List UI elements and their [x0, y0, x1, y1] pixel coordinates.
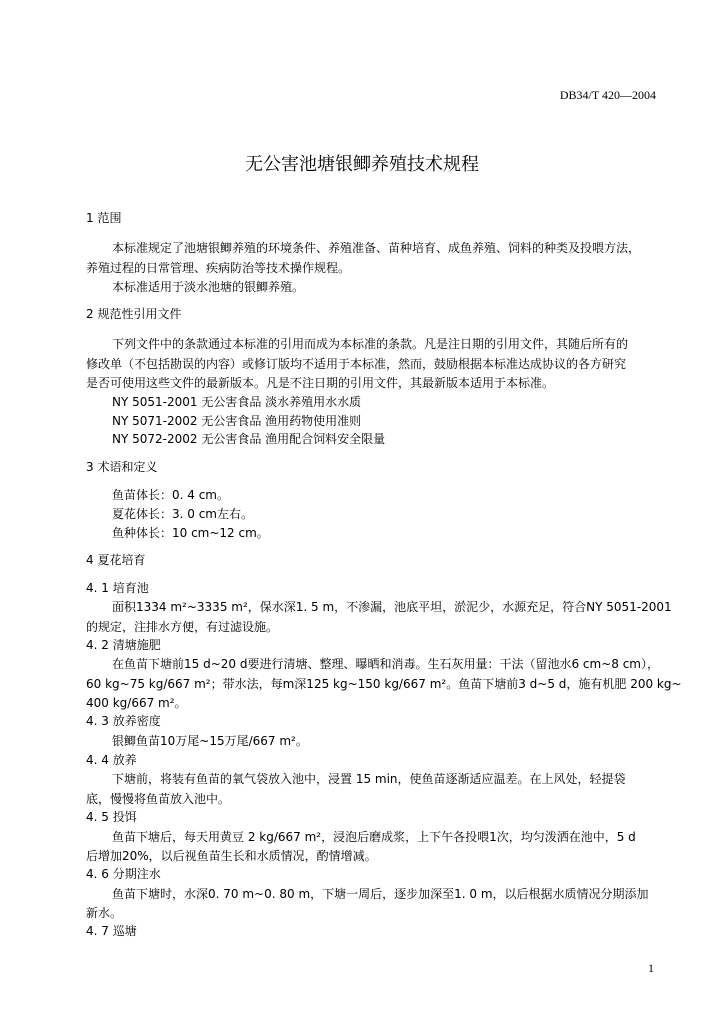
paragraph-line: 本标准规定了池塘银鲫养殖的环境条件、养殖准备、苗种培育、成鱼养殖、饲料的种类及投喂方法，: [112, 241, 641, 255]
definition-item: 鱼种体长：10 cm~12 cm。: [112, 526, 269, 540]
section-heading-scope: 1 范围: [86, 211, 122, 225]
page-number: 1: [648, 961, 654, 975]
paragraph-line: 鱼苗下塘时，水深0. 70 m~0. 80 m，下塘一周后，逐步加深至1. 0 m，以后根据水质情况分期添加: [112, 887, 649, 901]
paragraph-line: 面积1334 m²~3335 m²，保水深1. 5 m，不渗漏，池底平坦，淤泥少，水源充足，符合NY 5051-2001: [112, 600, 672, 614]
subsection-heading: 4. 2 清塘施肥: [86, 638, 161, 652]
definition-item: 夏花体长：3. 0 cm左右。: [112, 507, 254, 521]
paragraph-line: 新水。: [86, 906, 123, 920]
definition-item: 鱼苗体长：0. 4 cm。: [112, 488, 230, 502]
subsection-heading: 4. 3 放养密度: [86, 714, 161, 728]
paragraph-line: 是否可使用这些文件的最新版本。凡是不注日期的引用文件，其最新版本适用于本标准。: [86, 376, 555, 390]
document-code: DB34/T 420—2004: [559, 88, 656, 102]
paragraph-line: 修改单（不包括勘误的内容）或修订版均不适用于本标准，然而，鼓励根据本标准达成协议的各方研究: [86, 357, 627, 371]
paragraph-line: 60 kg~75 kg/667 m²；带水法，每m深125 kg~150 kg/667 m²。鱼苗下塘前3 d~5 d，施有机肥 200 kg~: [86, 677, 682, 691]
paragraph-line: 下塘前，将装有鱼苗的氧气袋放入池中，浸置 15 min，使鱼苗逐渐适应温差。在上风处，轻提袋: [112, 772, 626, 786]
subsection-heading: 4. 4 放养: [86, 753, 137, 767]
section-heading-terms: 3 术语和定义: [86, 460, 158, 474]
paragraph-line: 鱼苗下塘后，每天用黄豆 2 kg/667 m²，浸泡后磨成浆，上下午各投喂1次，均匀泼洒在池中，5 d: [112, 830, 636, 844]
document-title: 无公害池塘银鲫养殖技术规程: [245, 154, 479, 175]
paragraph-line: 在鱼苗下塘前15 d~20 d要进行清塘、整理、曝晒和消毒。生石灰用量：干法（留池水6 cm~8 cm），: [112, 657, 659, 671]
reference-item: NY 5071-2002 无公害食品 渔用药物使用准则: [112, 414, 362, 428]
subsection-heading: 4. 7 巡塘: [86, 924, 137, 938]
paragraph-line: 400 kg/667 m²。: [86, 696, 187, 710]
paragraph-line: 的规定，注排水方便，有过滤设施。: [86, 620, 279, 634]
paragraph-line: 银鲫鱼苗10万尾~15万尾/667 m²。: [112, 734, 308, 748]
reference-item: NY 5051-2001 无公害食品 淡水养殖用水水质: [112, 395, 362, 409]
paragraph-line: 养殖过程的日常管理、疾病防治等技术操作规程。: [86, 261, 351, 275]
subsection-heading: 4. 1 培育池: [86, 581, 149, 595]
section-heading-summer-fingerling: 4 夏花培育: [86, 553, 146, 567]
subsection-heading: 4. 5 投饵: [86, 810, 137, 824]
reference-item: NY 5072-2002 无公害食品 渔用配合饲料安全限量: [112, 432, 386, 446]
paragraph-line: 本标准适用于淡水池塘的银鲫养殖。: [112, 280, 305, 294]
subsection-heading: 4. 6 分期注水: [86, 867, 161, 881]
paragraph-line: 底，慢慢将鱼苗放入池中。: [86, 792, 231, 806]
paragraph-line: 后增加20%，以后视鱼苗生长和水质情况，酌情增减。: [86, 849, 377, 863]
paragraph-line: 下列文件中的条款通过本标准的引用而成为本标准的条款。凡是注日期的引用文件，其随后所有的: [112, 337, 629, 351]
section-heading-references: 2 规范性引用文件: [86, 307, 182, 321]
